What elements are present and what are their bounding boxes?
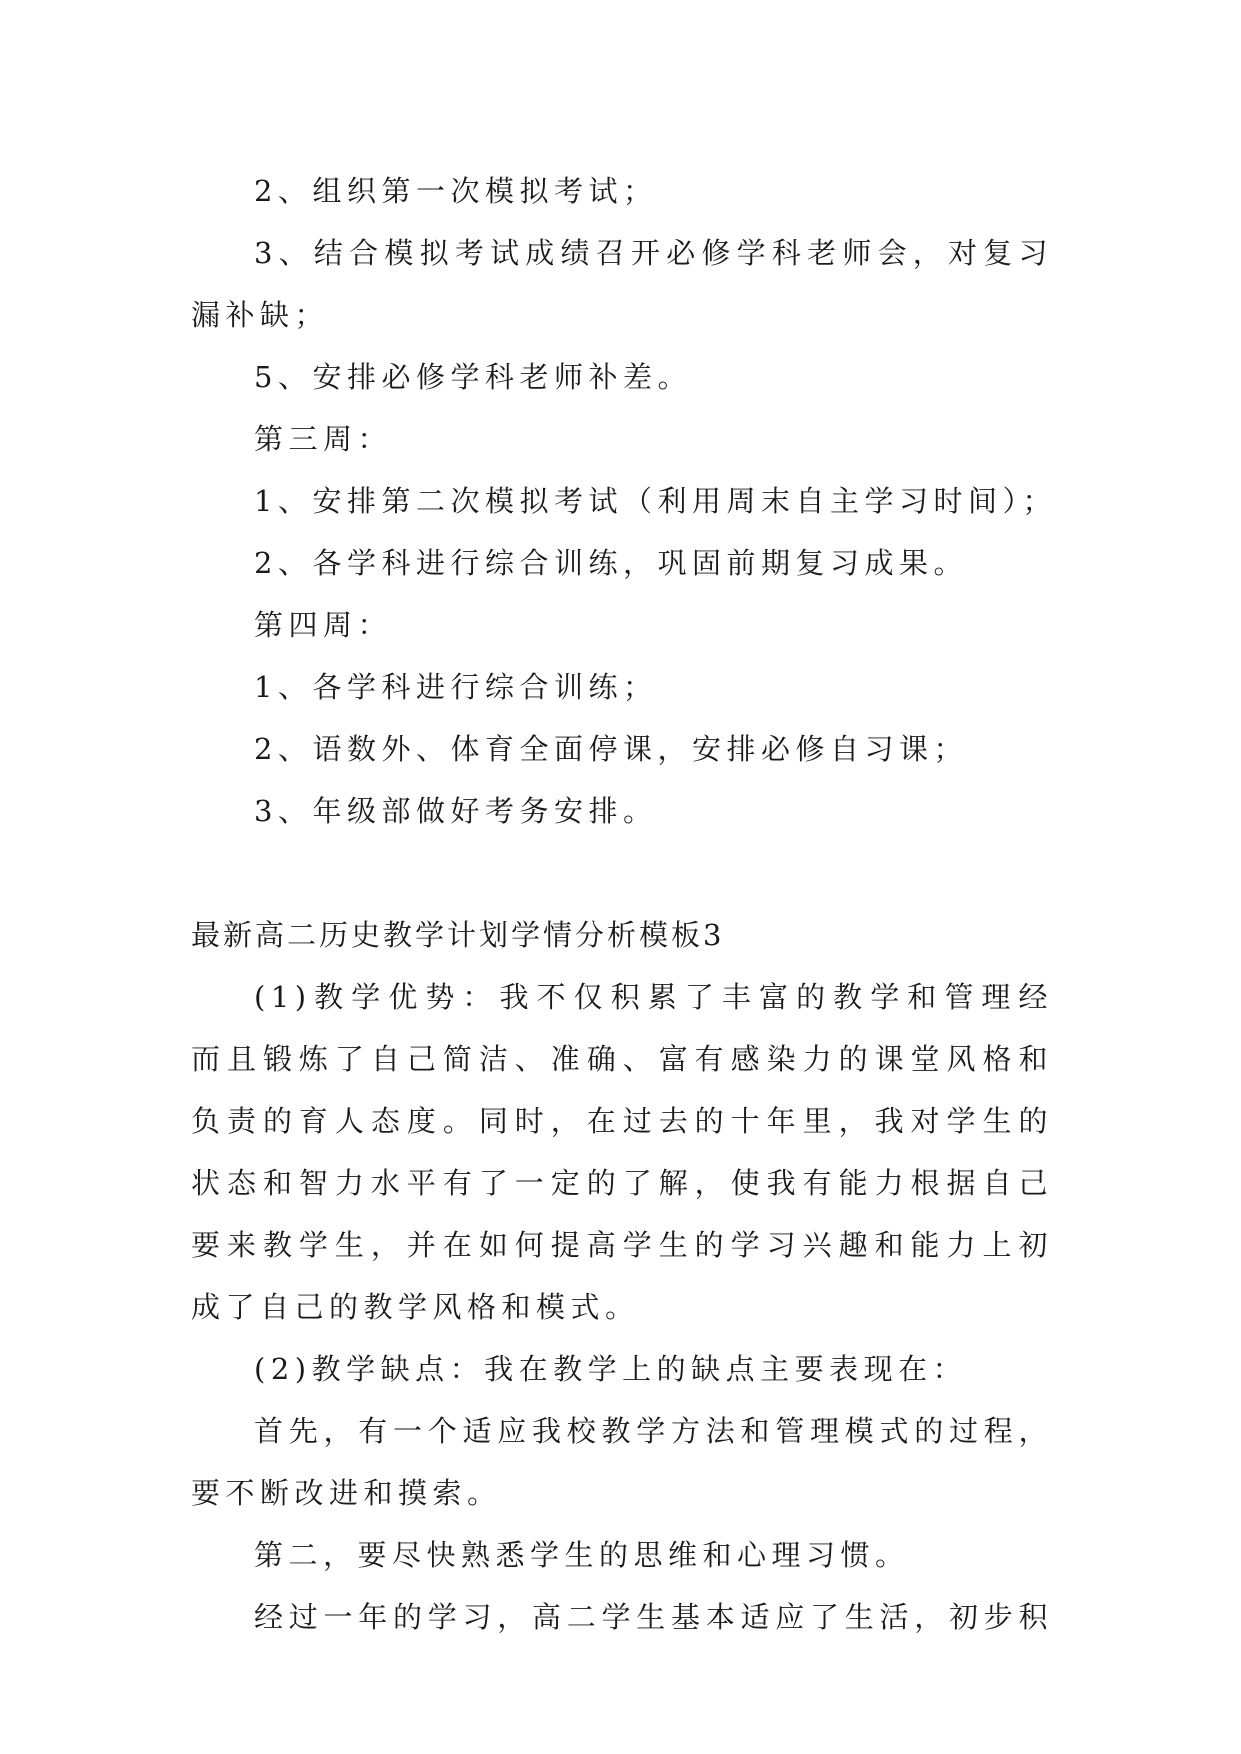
document-body: [191, 160, 1057, 1648]
paragraph-line: 第二，要尽快熟悉学生的思维和心理习惯。: [254, 1538, 910, 1572]
paragraph-line: 而且锻炼了自己简洁、准确、富有感染力的课堂风格和: [191, 1042, 1053, 1076]
paragraph-line: 要来教学生，并在如何提高学生的学习兴趣和能力上初: [191, 1228, 1053, 1262]
section-spacer: [191, 842, 1053, 904]
paragraph-line: 负责的育人态度。同时，在过去的十年里，我对学生的: [191, 1104, 1053, 1138]
list-item-continuation: 漏补缺；: [191, 298, 330, 332]
paragraph-line: 经过一年的学习，高二学生基本适应了生活，初步积: [254, 1600, 1053, 1634]
section-title: 最新高二历史教学计划学情分析模板3: [191, 918, 725, 952]
week-heading: 第四周：: [254, 608, 393, 642]
list-item: 3、结合模拟考试成绩召开必修学科老师会，对复习: [254, 236, 1053, 270]
week-heading: 第三周：: [254, 422, 393, 456]
list-item: 3、年级部做好考务安排。: [254, 794, 658, 828]
list-item: 1、安排第二次模拟考试（利用周末自主学习时间）；: [254, 484, 1057, 518]
list-item: 2、各学科进行综合训练，巩固前期复习成果。: [254, 546, 968, 580]
list-item: 1、各学科进行综合训练；: [254, 670, 658, 704]
paragraph-line: 要不断改进和摸索。: [191, 1476, 502, 1510]
paragraph-line: 首先，有一个适应我校教学方法和管理模式的过程，: [254, 1414, 1053, 1448]
paragraph-line: (1)教学优势：我不仅积累了丰富的教学和管理经: [254, 980, 1053, 1014]
list-item: 5、安排必修学科老师补差。: [254, 360, 692, 394]
paragraph-line: 状态和智力水平有了一定的了解，使我有能力根据自己: [191, 1166, 1053, 1200]
paragraph-line: 成了自己的教学风格和模式。: [191, 1290, 640, 1324]
list-item: 2、语数外、体育全面停课，安排必修自习课；: [254, 732, 968, 766]
paragraph-line: (2)教学缺点：我在教学上的缺点主要表现在：: [254, 1352, 968, 1386]
list-item: 2、组织第一次模拟考试；: [254, 174, 658, 208]
